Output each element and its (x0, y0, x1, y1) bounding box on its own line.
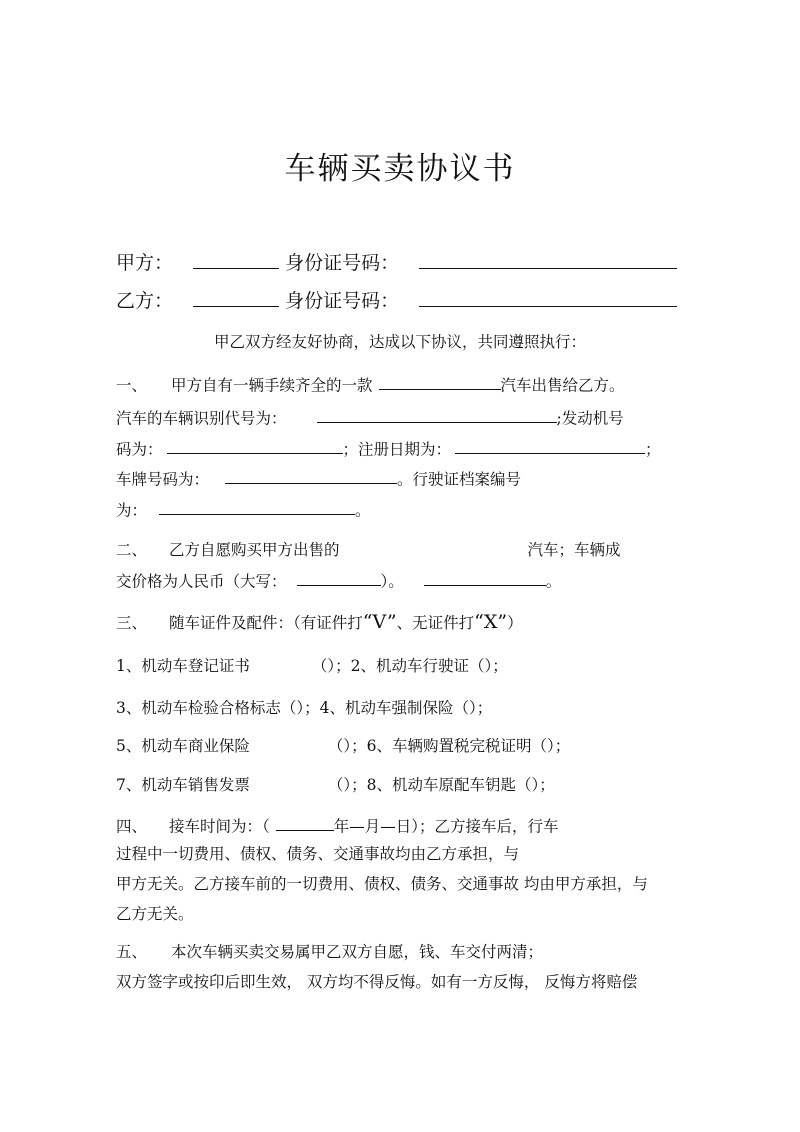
period: 。 (545, 572, 562, 591)
license-label: 。行驶证档案编号 (397, 470, 522, 489)
section-1-line-1 (116, 373, 625, 395)
items-line-2 (116, 698, 492, 718)
engine-blank (167, 437, 343, 454)
party-a-id-blank (419, 248, 677, 269)
items-line-1 (116, 656, 508, 676)
section-1-line-3 (116, 437, 661, 459)
reg-date-label: ；注册日期为： (342, 440, 452, 459)
section-2-number: 二、 (116, 541, 148, 559)
section-1-line-4 (116, 467, 521, 489)
document-title: 车辆买卖协议书 (284, 151, 516, 187)
section-5-text: 本次车辆买卖交易属甲乙双方自愿，钱、车交付两清； (171, 943, 544, 961)
section-1-line-2 (116, 406, 624, 428)
item-3-4: 3、机动车检验合格标志（）；4、机动车强制保险（）； (116, 699, 493, 717)
section-4-line-4: 乙方无关。 (116, 905, 194, 923)
section-4-text-a: 接车时间为：（ (169, 817, 270, 836)
party-b-label: 乙方： (116, 290, 174, 312)
items-line-3 (116, 736, 570, 756)
item-8: （）；8、机动车原配车钥匙（）； (327, 776, 555, 794)
section-2-text-a: 乙方自愿购买甲方出售的 (169, 541, 340, 559)
party-b-name-blank (193, 286, 279, 307)
section-2-text-b: 汽车；车辆成 (527, 541, 621, 559)
section-1-number: 一、 (116, 376, 148, 395)
party-a-id-label: 身份证号码： (285, 252, 400, 274)
item-5: 5、机动车商业保险 (116, 737, 250, 755)
party-a-name-blank (193, 248, 279, 269)
section-4-text-b: 年—月—日）；乙方接车后，行车 (333, 817, 559, 836)
semicolon: ； (645, 440, 661, 459)
section-3-text: 随车证件及配件：（有证件打 (169, 614, 363, 632)
vin-label: 汽车的车辆识别代号为： (116, 409, 287, 428)
section-1-text-b: 汽车出售给乙方。 (500, 376, 625, 395)
license-for-label: 为： (116, 501, 148, 520)
item-7: 7、机动车销售发票 (116, 776, 250, 794)
pickup-year-blank (276, 814, 334, 831)
party-a-label: 甲方： (116, 252, 174, 274)
price-label: 交价格为人民币（大写： (116, 572, 287, 591)
section-1-line-5 (116, 498, 371, 520)
price-close: ）。 (380, 572, 404, 591)
section-1-text-a: 甲方自有一辆手续齐全的一款 (171, 376, 373, 395)
section-4-line-2: 过程中一切费用、债权、债务、交通事故均由乙方承担，与 (116, 845, 520, 863)
section-5-number: 五、 (116, 943, 148, 961)
section-4-line-3: 甲方无关。乙方接车前的一切费用、债权、债务、交通事故 均由甲方承担，与 (116, 875, 648, 893)
car-model-blank (379, 373, 501, 390)
section-3-number: 三、 (116, 614, 148, 632)
section-5-line-1 (116, 942, 543, 962)
mark-x: “X” (474, 611, 508, 633)
period: 。 (355, 501, 371, 520)
plate-label: 车牌号码为： (116, 470, 210, 489)
party-a-line (116, 248, 677, 275)
section-3-line (116, 612, 523, 633)
section-2-line-1 (116, 540, 621, 560)
section-3-close: ） (507, 614, 523, 632)
item-1: 1、机动车登记证书 (116, 657, 250, 675)
mark-v: “V” (362, 611, 397, 633)
items-line-4 (116, 775, 555, 795)
plate-blank (225, 467, 397, 484)
item-2: （）；2、机动车行驶证（）； (311, 657, 508, 675)
engine-label-cont: 码为： (116, 440, 163, 459)
section-2-line-2 (116, 569, 561, 591)
item-6: （）；6、车辆购置税完税证明（）； (327, 737, 571, 755)
engine-label: ;发动机号 (556, 409, 624, 428)
price-words-blank (297, 569, 381, 586)
section-4-line-1 (116, 814, 559, 836)
party-b-id-label: 身份证号码： (285, 290, 400, 312)
section-5-line-2: 双方签字或按印后即生效， 双方均不得反悔。如有一方反悔， 反悔方将赔偿 (116, 973, 638, 991)
section-4-number: 四、 (116, 817, 148, 836)
section-3-sep: 、无证件打 (396, 614, 475, 632)
intro-text: 甲乙双方经友好协商，达成以下协议，共同遵照执行： (213, 333, 586, 351)
party-b-line (116, 286, 677, 313)
price-number-blank (424, 569, 546, 586)
vin-blank (317, 406, 557, 423)
party-b-id-blank (419, 286, 677, 307)
license-blank (159, 498, 355, 515)
reg-date-blank (455, 437, 645, 454)
